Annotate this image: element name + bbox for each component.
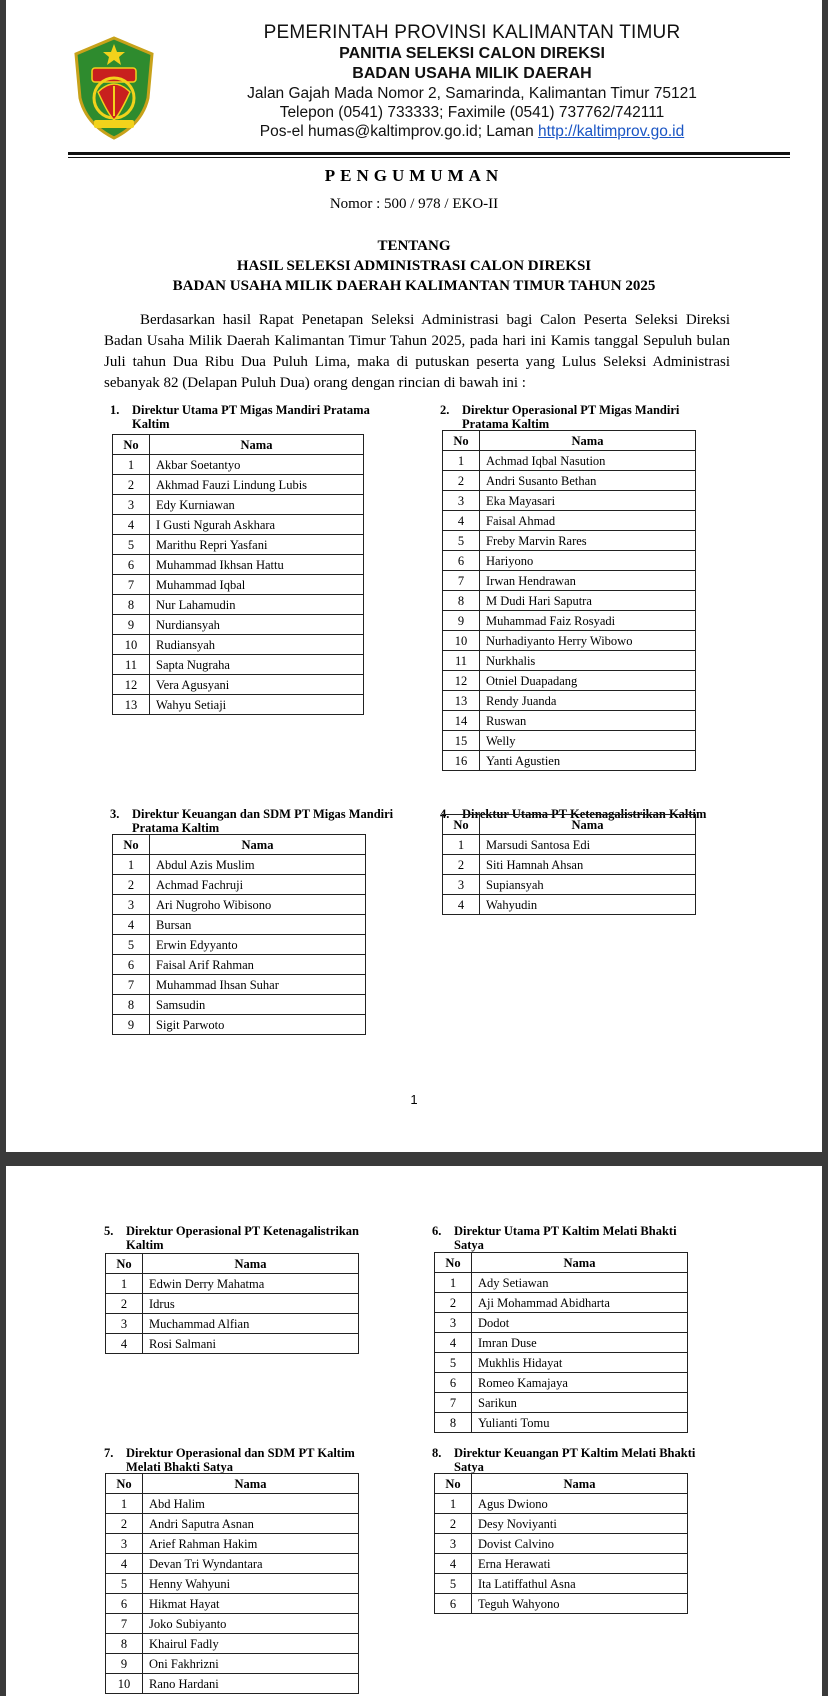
row-number: 2 [106, 1294, 143, 1314]
table-row [113, 455, 364, 475]
candidate-name: Ari Nugroho Wibisono [150, 895, 366, 915]
section-number: 2. [440, 403, 450, 417]
candidate-name: Achmad Fachruji [150, 875, 366, 895]
candidate-name: Supiansyah [480, 875, 696, 895]
table-row [113, 915, 366, 935]
row-number: 4 [106, 1554, 143, 1574]
row-number: 7 [443, 571, 480, 591]
row-number: 11 [443, 651, 480, 671]
row-number: 10 [113, 635, 150, 655]
announcement-number: Nomor : 500 / 978 / EKO-II [329, 196, 499, 212]
table-row [106, 1314, 359, 1334]
table-row [443, 531, 696, 551]
table-row [443, 451, 696, 471]
candidate-name: I Gusti Ngurah Askhara [150, 515, 364, 535]
candidate-name: Vera Agusyani [150, 675, 364, 695]
candidate-name: Wahyudin [480, 895, 696, 915]
row-number: 3 [443, 875, 480, 895]
section-number: 7. [104, 1446, 114, 1460]
candidate-name: Marsudi Santosa Edi [480, 835, 696, 855]
table-header-row [435, 1253, 688, 1273]
column-header-no: No [435, 1253, 472, 1273]
candidate-name: Ita Latiffathul Asna [472, 1574, 688, 1594]
row-number: 3 [106, 1534, 143, 1554]
candidate-name: Dovist Calvino [472, 1534, 688, 1554]
row-number: 6 [113, 955, 150, 975]
row-number: 6 [443, 551, 480, 571]
candidate-name: Agus Dwiono [472, 1494, 688, 1514]
row-number: 9 [106, 1654, 143, 1674]
contact-line [202, 122, 742, 141]
section-title-line-1: Direktur Keuangan dan SDM PT Migas Mandiri [132, 807, 394, 821]
candidate-name: Imran Duse [472, 1333, 688, 1353]
row-number: 6 [106, 1594, 143, 1614]
subject-line-2: BADAN USAHA MILIK DAERAH KALIMANTAN TIMUR TAHUN 2025 [172, 278, 656, 294]
candidate-name: Andri Saputra Asnan [143, 1514, 359, 1534]
row-number: 5 [435, 1574, 472, 1594]
row-number: 8 [113, 595, 150, 615]
table-row [113, 575, 364, 595]
candidate-name: Faisal Arif Rahman [150, 955, 366, 975]
candidate-name: Siti Hamnah Ahsan [480, 855, 696, 875]
section-title [110, 403, 370, 431]
candidate-name: Khairul Fadly [143, 1634, 359, 1654]
table-row [113, 615, 364, 635]
table-row [443, 895, 696, 915]
table-row [113, 975, 366, 995]
row-number: 4 [106, 1334, 143, 1354]
candidate-name: Muhammad Ihsan Suhar [150, 975, 366, 995]
row-number: 8 [443, 591, 480, 611]
row-number: 3 [435, 1313, 472, 1333]
section-title [104, 1446, 355, 1474]
section-number: 6. [432, 1224, 442, 1238]
kaltim-emblem-icon [72, 36, 156, 140]
table-header-row [443, 431, 696, 451]
table-row [435, 1393, 688, 1413]
table-row [106, 1274, 359, 1294]
table-row [113, 655, 364, 675]
candidate-name: Rudiansyah [150, 635, 364, 655]
candidate-name: Teguh Wahyono [472, 1594, 688, 1614]
table-row [106, 1634, 359, 1654]
announcement-paragraph: Berdasarkan hasil Rapat Penetapan Seleksi Administrasi bagi Calon Peserta Seleksi Direksi Badan Usaha Milik Daerah Kalimantan Timur Tahun 2025, pada hari ini Kamis tanggal Sepuluh bulan Juli tahun Dua Ribu Dua Puluh Lima, maka di putuskan peserta yang Lulus Seleksi Administrasi sebanyak 82 (Delapan Puluh Dua) orang dengan rincian di bawah ini : [104, 312, 730, 391]
table-row [106, 1494, 359, 1514]
row-number: 2 [435, 1293, 472, 1313]
row-number: 6 [435, 1373, 472, 1393]
table-row [106, 1294, 359, 1314]
candidate-name: Desy Noviyanti [472, 1514, 688, 1534]
candidate-table [105, 1473, 359, 1694]
candidate-name: Idrus [143, 1294, 359, 1314]
candidate-name: Erna Herawati [472, 1554, 688, 1574]
committee-org: BADAN USAHA MILIK DAERAH [352, 65, 592, 82]
candidate-name: Edy Kurniawan [150, 495, 364, 515]
candidate-name: Yanti Agustien [480, 751, 696, 771]
table-row [443, 571, 696, 591]
table-row [113, 495, 364, 515]
letterhead-text [202, 22, 742, 141]
candidate-name: Sarikun [472, 1393, 688, 1413]
section-title-line-2: Kaltim [126, 1238, 164, 1252]
table-header-row [435, 1474, 688, 1494]
candidate-name: Andri Susanto Bethan [480, 471, 696, 491]
column-header-no: No [113, 435, 150, 455]
row-number: 1 [435, 1273, 472, 1293]
section-title-line-2: Pratama Kaltim [132, 821, 220, 835]
candidate-name: Samsudin [150, 995, 366, 1015]
row-number: 4 [435, 1554, 472, 1574]
candidate-name: Nurhadiyanto Herry Wibowo [480, 631, 696, 651]
candidate-name: Bursan [150, 915, 366, 935]
column-header-name: Nama [150, 835, 366, 855]
table-header-row [443, 815, 696, 835]
column-header-name: Nama [472, 1253, 688, 1273]
section-title-line-2: Kaltim [132, 417, 170, 431]
column-header-name: Nama [150, 435, 364, 455]
table-row [106, 1674, 359, 1694]
candidate-name: Erwin Edyyanto [150, 935, 366, 955]
government-name: PEMERINTAH PROVINSI KALIMANTAN TIMUR [263, 22, 681, 43]
row-number: 13 [443, 691, 480, 711]
row-number: 4 [443, 895, 480, 915]
row-number: 7 [435, 1393, 472, 1413]
candidate-name: Marithu Repri Yasfani [150, 535, 364, 555]
table-row [435, 1534, 688, 1554]
table-row [443, 611, 696, 631]
page-number: 1 [410, 1092, 418, 1107]
table-row [435, 1574, 688, 1594]
candidate-table [434, 1252, 688, 1433]
candidate-name: Oni Fakhrizni [143, 1654, 359, 1674]
row-number: 1 [106, 1494, 143, 1514]
column-header-no: No [106, 1254, 143, 1274]
candidate-name: Akbar Soetantyo [150, 455, 364, 475]
candidate-name: Hariyono [480, 551, 696, 571]
section-title [110, 807, 393, 835]
table-row [435, 1413, 688, 1433]
row-number: 2 [113, 475, 150, 495]
row-number: 12 [113, 675, 150, 695]
table-row [443, 651, 696, 671]
candidate-table [442, 814, 696, 915]
section-number: 5. [104, 1224, 114, 1238]
candidate-name: Joko Subiyanto [143, 1614, 359, 1634]
candidate-name: Welly [480, 731, 696, 751]
candidate-name: Arief Rahman Hakim [143, 1534, 359, 1554]
row-number: 10 [106, 1674, 143, 1694]
row-number: 6 [113, 555, 150, 575]
candidate-name: M Dudi Hari Saputra [480, 591, 696, 611]
phone-line: Telepon (0541) 733333; Faximile (0541) 737762/742111 [279, 104, 665, 121]
table-row [443, 835, 696, 855]
table-row [443, 855, 696, 875]
table-row [113, 555, 364, 575]
table-row [113, 475, 364, 495]
candidate-name: Wahyu Setiaji [150, 695, 364, 715]
section-title [440, 403, 679, 431]
row-number: 8 [106, 1634, 143, 1654]
candidate-name: Ady Setiawan [472, 1273, 688, 1293]
section-title-line-1: Direktur Utama PT Migas Mandiri Pratama [132, 403, 370, 417]
row-number: 1 [443, 451, 480, 471]
row-number: 2 [106, 1514, 143, 1534]
row-number: 14 [443, 711, 480, 731]
table-row [443, 751, 696, 771]
column-header-no: No [113, 835, 150, 855]
row-number: 8 [435, 1413, 472, 1433]
candidate-name: Dodot [472, 1313, 688, 1333]
table-row [113, 855, 366, 875]
table-row [106, 1614, 359, 1634]
website-link[interactable]: http://kaltimprov.go.id [538, 123, 685, 140]
candidate-name: Sapta Nugraha [150, 655, 364, 675]
table-row [106, 1334, 359, 1354]
table-row [106, 1554, 359, 1574]
row-number: 2 [113, 875, 150, 895]
candidate-name: Nurkhalis [480, 651, 696, 671]
table-row [443, 591, 696, 611]
table-row [435, 1293, 688, 1313]
row-number: 1 [113, 855, 150, 875]
candidate-name: Faisal Ahmad [480, 511, 696, 531]
table-row [113, 675, 364, 695]
table-row [113, 1015, 366, 1035]
row-number: 11 [113, 655, 150, 675]
row-number: 15 [443, 731, 480, 751]
row-number: 1 [113, 455, 150, 475]
table-row [113, 515, 364, 535]
row-number: 4 [443, 511, 480, 531]
table-row [435, 1494, 688, 1514]
document-page-2 [6, 1166, 822, 1696]
table-row [443, 551, 696, 571]
row-number: 1 [443, 835, 480, 855]
table-row [435, 1373, 688, 1393]
table-row [443, 511, 696, 531]
candidate-name: Muchammad Alfian [143, 1314, 359, 1334]
committee-name: PANITIA SELEKSI CALON DIREKSI [339, 45, 605, 62]
candidate-name: Eka Mayasari [480, 491, 696, 511]
section-title [432, 1446, 695, 1474]
row-number: 7 [113, 575, 150, 595]
table-row [106, 1534, 359, 1554]
candidate-table [105, 1253, 359, 1354]
table-header-row [106, 1254, 359, 1274]
table-row [443, 491, 696, 511]
letterhead-divider [68, 152, 790, 155]
row-number: 3 [106, 1314, 143, 1334]
row-number: 2 [435, 1514, 472, 1534]
candidate-name: Muhammad Iqbal [150, 575, 364, 595]
candidate-name: Romeo Kamajaya [472, 1373, 688, 1393]
table-row [435, 1273, 688, 1293]
candidate-name: Devan Tri Wyndantara [143, 1554, 359, 1574]
candidate-name: Otniel Duapadang [480, 671, 696, 691]
table-row [113, 995, 366, 1015]
table-header-row [113, 835, 366, 855]
row-number: 10 [443, 631, 480, 651]
row-number: 5 [443, 531, 480, 551]
table-row [435, 1514, 688, 1534]
section-title [432, 1224, 677, 1252]
table-header-row [113, 435, 364, 455]
row-number: 13 [113, 695, 150, 715]
table-row [435, 1313, 688, 1333]
candidate-name: Akhmad Fauzi Lindung Lubis [150, 475, 364, 495]
letterhead-divider-thin [68, 157, 790, 158]
table-row [106, 1574, 359, 1594]
candidate-name: Aji Mohammad Abidharta [472, 1293, 688, 1313]
row-number: 5 [113, 935, 150, 955]
table-row [435, 1353, 688, 1373]
table-row [113, 535, 364, 555]
row-number: 4 [113, 515, 150, 535]
candidate-table [442, 430, 696, 771]
row-number: 5 [435, 1353, 472, 1373]
table-row [443, 711, 696, 731]
table-header-row [106, 1474, 359, 1494]
row-number: 8 [113, 995, 150, 1015]
section-number: 4. [440, 807, 450, 821]
column-header-name: Nama [143, 1474, 359, 1494]
candidate-name: Rano Hardani [143, 1674, 359, 1694]
table-row [443, 691, 696, 711]
candidate-name: Yulianti Tomu [472, 1413, 688, 1433]
section-title-line-2: Melati Bhakti Satya [126, 1460, 233, 1474]
candidate-name: Muhammad Ikhsan Hattu [150, 555, 364, 575]
announcement-subject [6, 236, 822, 296]
table-row [113, 895, 366, 915]
section-number: 3. [110, 807, 120, 821]
candidate-name: Achmad Iqbal Nasution [480, 451, 696, 471]
candidate-name: Mukhlis Hidayat [472, 1353, 688, 1373]
row-number: 9 [443, 611, 480, 631]
column-header-no: No [443, 815, 480, 835]
table-row [443, 631, 696, 651]
section-title-line-1: Direktur Utama PT Ketenagalistrikan Kaltim [462, 807, 707, 821]
document-page-1 [6, 0, 822, 1152]
candidate-name: Ruswan [480, 711, 696, 731]
table-row [106, 1654, 359, 1674]
table-row [443, 471, 696, 491]
candidate-table [112, 834, 366, 1035]
about-label: TENTANG [377, 238, 451, 254]
section-number: 1. [110, 403, 120, 417]
table-row [113, 595, 364, 615]
section-title-line-1: Direktur Keuangan PT Kaltim Melati Bhakti [454, 1446, 696, 1460]
column-header-name: Nama [143, 1254, 359, 1274]
section-title-line-1: Direktur Operasional PT Migas Mandiri [462, 403, 680, 417]
candidate-name: Abd Halim [143, 1494, 359, 1514]
address-line: Jalan Gajah Mada Nomor 2, Samarinda, Kalimantan Timur 75121 [247, 85, 697, 102]
announcement-title: PENGUMUMAN [324, 166, 504, 185]
candidate-name: Sigit Parwoto [150, 1015, 366, 1035]
section-title-line-1: Direktur Operasional PT Ketenagalistrikan [126, 1224, 359, 1238]
section-title-line-2: Satya [454, 1460, 484, 1474]
row-number: 6 [435, 1594, 472, 1614]
table-row [113, 875, 366, 895]
table-row [106, 1514, 359, 1534]
section-title-line-2: Satya [454, 1238, 484, 1252]
table-row [435, 1594, 688, 1614]
section-title-line-2: Pratama Kaltim [462, 417, 550, 431]
row-number: 2 [443, 471, 480, 491]
section-number: 8. [432, 1446, 442, 1460]
letterhead [6, 0, 822, 160]
table-row [435, 1333, 688, 1353]
candidate-name: Rendy Juanda [480, 691, 696, 711]
row-number: 3 [435, 1534, 472, 1554]
row-number: 4 [435, 1333, 472, 1353]
candidate-table [434, 1473, 688, 1614]
row-number: 16 [443, 751, 480, 771]
table-row [113, 935, 366, 955]
table-row [435, 1554, 688, 1574]
table-row [106, 1594, 359, 1614]
table-row [443, 875, 696, 895]
candidate-table [112, 434, 364, 715]
column-header-name: Nama [480, 815, 696, 835]
table-row [443, 671, 696, 691]
table-row [113, 635, 364, 655]
column-header-no: No [106, 1474, 143, 1494]
row-number: 3 [113, 495, 150, 515]
candidate-name: Freby Marvin Rares [480, 531, 696, 551]
row-number: 3 [443, 491, 480, 511]
row-number: 1 [106, 1274, 143, 1294]
section-title-line-1: Direktur Utama PT Kaltim Melati Bhakti [454, 1224, 677, 1238]
row-number: 7 [106, 1614, 143, 1634]
candidate-name: Edwin Derry Mahatma [143, 1274, 359, 1294]
column-header-name: Nama [472, 1474, 688, 1494]
row-number: 9 [113, 615, 150, 635]
section-title-line-1: Direktur Operasional dan SDM PT Kaltim [126, 1446, 355, 1460]
column-header-no: No [443, 431, 480, 451]
table-row [443, 731, 696, 751]
row-number: 3 [113, 895, 150, 915]
candidate-name: Nur Lahamudin [150, 595, 364, 615]
table-row [113, 955, 366, 975]
column-header-no: No [435, 1474, 472, 1494]
candidate-name: Henny Wahyuni [143, 1574, 359, 1594]
row-number: 12 [443, 671, 480, 691]
candidate-name: Hikmat Hayat [143, 1594, 359, 1614]
row-number: 2 [443, 855, 480, 875]
subject-line-1: HASIL SELEKSI ADMINISTRASI CALON DIREKSI [236, 258, 592, 274]
row-number: 7 [113, 975, 150, 995]
row-number: 4 [113, 915, 150, 935]
row-number: 9 [113, 1015, 150, 1035]
row-number: 1 [435, 1494, 472, 1514]
candidate-name: Muhammad Faiz Rosyadi [480, 611, 696, 631]
column-header-name: Nama [480, 431, 696, 451]
row-number: 5 [113, 535, 150, 555]
section-title [104, 1224, 359, 1252]
row-number: 5 [106, 1574, 143, 1594]
candidate-name: Rosi Salmani [143, 1334, 359, 1354]
candidate-name: Abdul Azis Muslim [150, 855, 366, 875]
candidate-name: Nurdiansyah [150, 615, 364, 635]
email-text: Pos-el humas@kaltimprov.go.id; Laman [259, 123, 539, 140]
table-row [113, 695, 364, 715]
candidate-name: Irwan Hendrawan [480, 571, 696, 591]
